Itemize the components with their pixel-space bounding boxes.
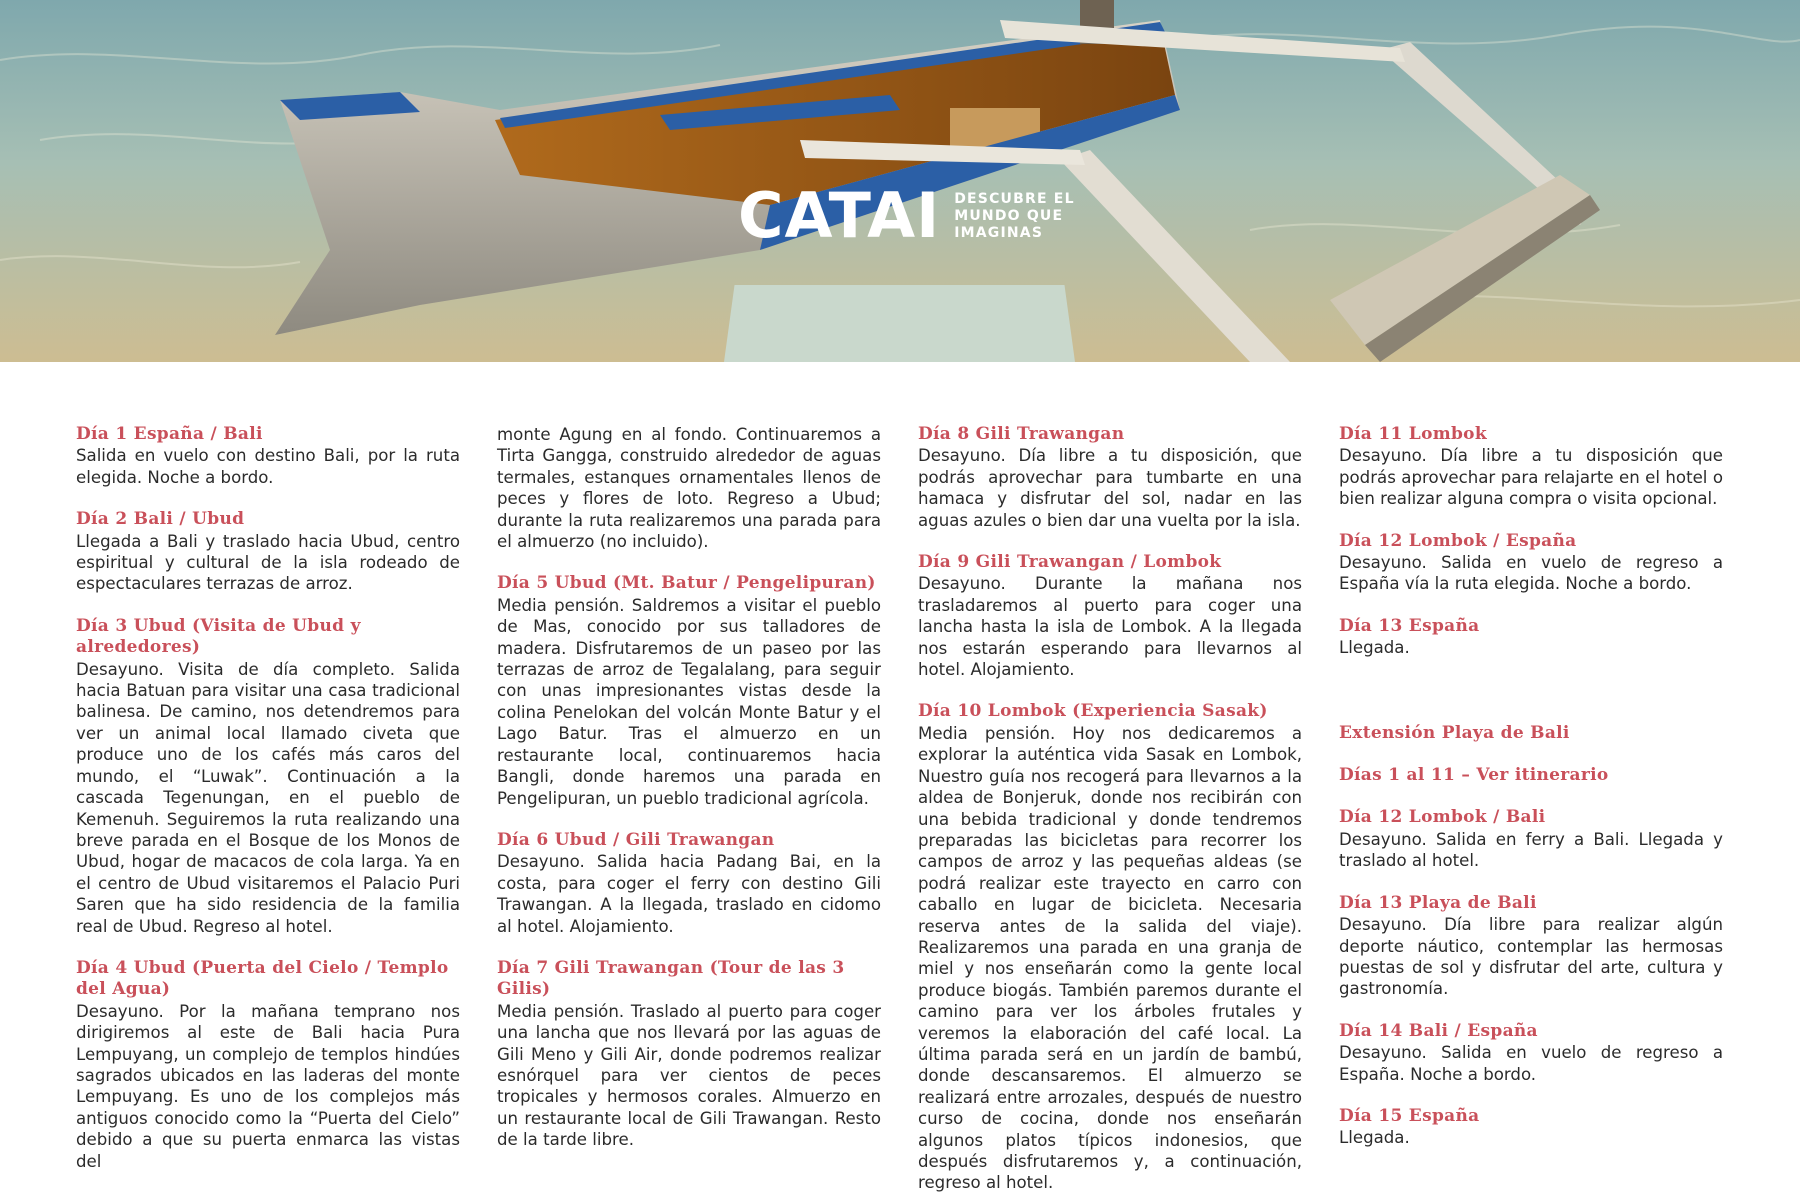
itinerary-day-2 xyxy=(76,509,460,595)
day-text: Desayuno. Salida en vuelo de regreso a España. Noche a bordo. xyxy=(1339,1043,1723,1084)
brand-tagline xyxy=(954,191,1074,242)
day-text: Llegada. xyxy=(1339,1128,1410,1148)
extension-day-12 xyxy=(1339,807,1723,871)
day-text: Media pensión. Saldremos a visitar el pueblo de Mas, conocido por sus talladores de madera. Disfrutaremos de un paseo por las terrazas de arroz de Tegalalang, para seguir con unas impresionantes vistas desde la colina Penelokan del volcán Monte Batur y el Lago Batur. Tras el almuerzo en un restaurante local, continuaremos hacia Bangli, donde haremos una parada en Pengelipuran, un pueblo tradicional agrícola. xyxy=(497,595,881,808)
column-2 xyxy=(497,424,881,1172)
itinerary-columns xyxy=(0,424,1800,1193)
day-title: Día 4 Ubud (Puerta del Cielo / Templo del Agua) xyxy=(76,957,449,1000)
tagline-line: DESCUBRE EL xyxy=(954,190,1075,207)
day-title: Día 6 Ubud / Gili Trawangan xyxy=(497,829,775,850)
day-text: Desayuno. Día libre a tu disposición, que podrás aprovechar para tumbarte en una hamaca y disfrutar del sol, nadar en las aguas azules o bien dar una vuelta por la isla. xyxy=(918,446,1302,530)
day-title: Día 7 Gili Trawangan (Tour de las 3 Gilis) xyxy=(497,957,845,1000)
itinerary-day-11 xyxy=(1339,424,1723,510)
extension-day-13 xyxy=(1339,893,1723,1000)
brand-tab-decoration xyxy=(724,285,1075,362)
day-text: Desayuno. Día libre para realizar algún deporte náutico, contemplar las hermosas puestas de sol y disfrutar del arte, cultura y gastronomía. xyxy=(1339,915,1723,999)
day-text: Desayuno. Salida en vuelo de regreso a España vía la ruta elegida. Noche a bordo. xyxy=(1339,553,1723,594)
day-text: Salida en vuelo con destino Bali, por la ruta elegida. Noche a bordo. xyxy=(76,446,460,487)
extension-day-14 xyxy=(1339,1021,1723,1085)
column-4 xyxy=(1339,424,1723,1170)
day-text: Desayuno. Por la mañana temprano nos dirigiremos al este de Bali hacia Pura Lempuyang, un complejo de templos hindúes sagrados ubicados en las laderas del monte Lempuyang. Es uno de los complejos más antiguos conocido como la “Puerta del Cielo” debido a que su puerta enmarca las vistas del xyxy=(76,1001,460,1171)
itinerary-day-8 xyxy=(918,424,1302,531)
itinerary-day-10 xyxy=(918,701,1302,1193)
day-text: Desayuno. Durante la mañana nos trasladaremos al puerto para coger una lancha hasta la isla de Lombok. A la llegada nos estarán esperando para llevarnos al hotel. Alojamiento. xyxy=(918,574,1302,680)
extension-title: Extensión Playa de Bali xyxy=(1339,722,1570,743)
catai-logo xyxy=(738,179,1075,252)
tagline-line: MUNDO QUE xyxy=(954,207,1064,224)
day-title: Día 15 España xyxy=(1339,1105,1480,1126)
day-text: monte Agung en al fondo. Continuaremos a Tirta Gangga, construido alrededor de aguas termales, estanques ornamentales llenos de peces y flores de loto. Regreso a Ubud; durante la ruta realizaremos una parada para el almuerzo (no incluido). xyxy=(497,425,881,552)
hero-banner xyxy=(0,0,1800,362)
day-text: Desayuno. Visita de día completo. Salida hacia Batuan para visitar una casa tradicional balinesa. De camino, nos detendremos para ver un animal local llamado civeta que produce uno de los cafés más caros del mundo, el “Luwak”. Continuación a la cascada Tegenungan, en el pueblo de Kemenuh. Seguiremos la ruta realizando una breve parada en el Bosque de los Monos de Ubud, hogar de macacos de cola larga. Ya en el centro de Ubud visitaremos el Palacio Puri Saren que ha sido residencia de la familia real de Ubud. Regreso al hotel. xyxy=(76,659,460,936)
day-text: Media pensión. Traslado al puerto para coger una lancha que nos llevará por las aguas de Gili Meno y Gili Air, donde podremos realizar esnórquel para ver cientos de peces tropicales y hermosos corales. Almuerzo en un restaurante local de Gili Trawangan. Resto de la tarde libre. xyxy=(497,1001,881,1150)
day-text: Llegada. xyxy=(1339,638,1410,658)
day-title: Día 12 Lombok / Bali xyxy=(1339,807,1546,828)
day-title: Día 13 España xyxy=(1339,615,1480,636)
day-title: Día 1 España / Bali xyxy=(76,424,263,444)
column-1 xyxy=(76,424,460,1193)
day-text: Desayuno. Salida en ferry a Bali. Llegada y traslado al hotel. xyxy=(1339,829,1723,871)
day-text: Desayuno. Día libre a tu disposición que podrás aprovechar para relajarte en el hotel o bien realizar alguna compra o visita opcional. xyxy=(1339,446,1723,509)
day-title: Día 5 Ubud (Mt. Batur / Pengelipuran) xyxy=(497,573,876,594)
itinerary-day-4 xyxy=(76,958,460,1172)
itinerary-day-3 xyxy=(76,616,460,937)
extension-subtitle: Días 1 al 11 – Ver itinerario xyxy=(1339,765,1609,786)
brand-name: CATAI xyxy=(738,179,941,252)
section-spacer xyxy=(1339,680,1723,723)
day-text: Llegada a Bali y traslado hacia Ubud, centro espiritual y cultural de la isla rodeado de espectaculares terrazas de arroz. xyxy=(76,531,460,594)
itinerary-day-7 xyxy=(497,958,881,1151)
itinerary-day-13 xyxy=(1339,616,1723,659)
itinerary-day-1 xyxy=(76,424,460,488)
day-title: Día 11 Lombok xyxy=(1339,424,1487,444)
day-title: Día 2 Bali / Ubud xyxy=(76,509,245,530)
extension-day-15 xyxy=(1339,1106,1723,1149)
day-title: Día 12 Lombok / España xyxy=(1339,530,1577,551)
itinerary-day-12 xyxy=(1339,531,1723,595)
day-title: Día 10 Lombok (Experiencia Sasak) xyxy=(918,701,1268,722)
day-text: Media pensión. Hoy nos dedicaremos a explorar la auténtica vida Sasak en Lombok, Nuestro guía nos recogerá para llevarnos a la aldea de Bonjeruk, donde nos recibirán con una bebida tradicional y donde tendremos preparadas las bicicletas para recorrer los campos de arroz y las pequeñas aldeas (se podrá realizar este trayecto en carro con caballo en lugar de bicicleta. Necesaria reserva antes de la salida del viaje). Realizaremos una parada en una granja de miel y nos enseñarán como la gente local produce biogás. También paremos durante el camino para ver los árboles frutales y veremos la elaboración del café local. La última parada será en un jardín de bambú, donde descansaremos. El almuerzo se realizará entre arrozales, después de nuestro curso de cocina, donde nos enseñarán algunos platos típicos indonesios, que después disfrutaremos y, a continuación, regreso al hotel. xyxy=(918,723,1302,1193)
itinerary-day-9 xyxy=(918,552,1302,680)
day-title: Día 8 Gili Trawangan xyxy=(918,424,1125,444)
day-text: Desayuno. Salida hacia Padang Bai, en la costa, para coger el ferry con destino Gili Trawangan. A la llegada, traslado en cidomo al hotel. Alojamiento. xyxy=(497,852,881,936)
column-3 xyxy=(918,424,1302,1200)
day-title: Día 3 Ubud (Visita de Ubud y alrededores) xyxy=(76,615,361,658)
itinerary-day-5 xyxy=(497,573,881,808)
day-title: Día 14 Bali / España xyxy=(1339,1020,1538,1041)
day-title: Día 13 Playa de Bali xyxy=(1339,892,1537,913)
itinerary-day-6 xyxy=(497,830,881,937)
day-title: Día 9 Gili Trawangan / Lombok xyxy=(918,552,1222,573)
tagline-line: IMAGINAS xyxy=(954,224,1044,241)
itinerary-day-4-continuation xyxy=(497,424,881,552)
